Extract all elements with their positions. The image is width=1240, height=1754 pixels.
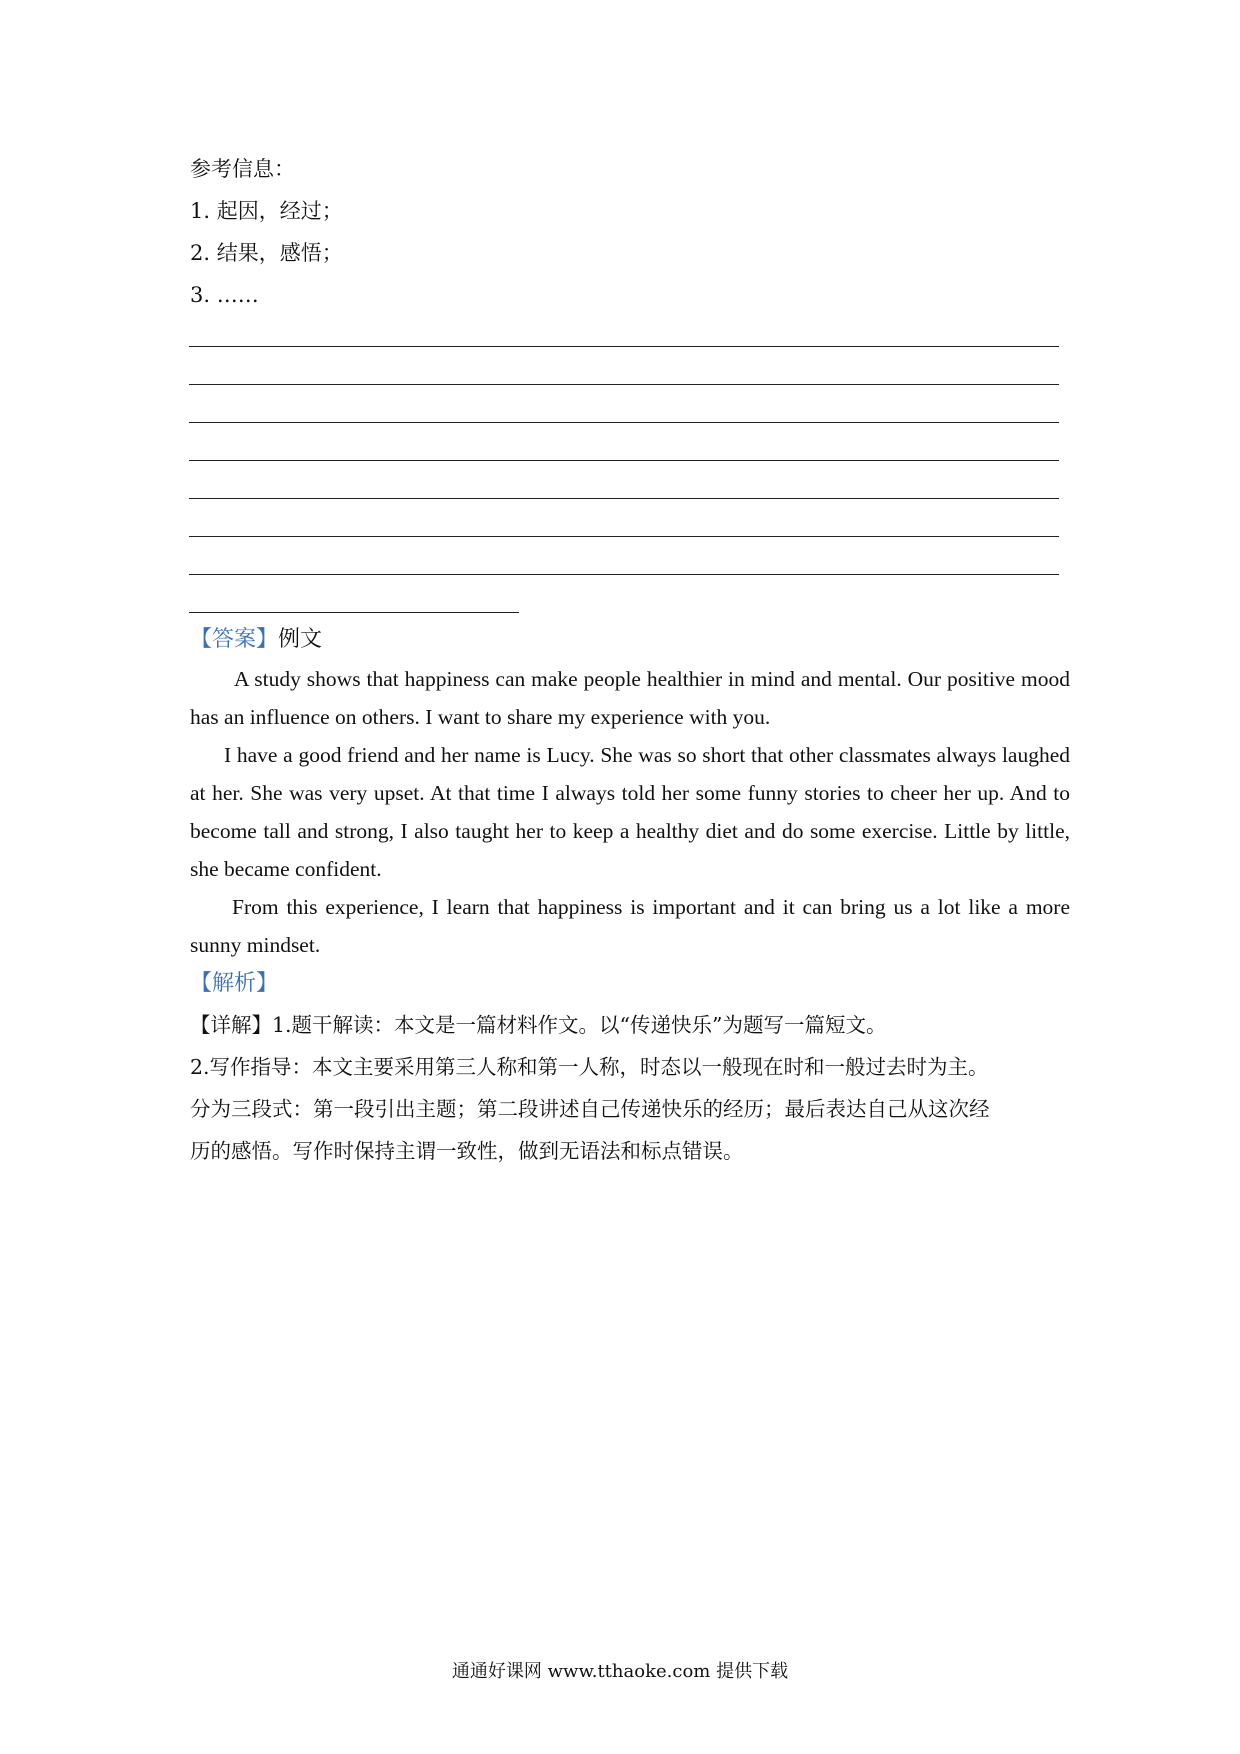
essay-paragraph: From this experience, I learn that happiness is important and it can bring us a lot like a more sunny mindset. (190, 895, 1070, 957)
answer-label-suffix: 例文 (278, 627, 323, 652)
reference-info (190, 148, 343, 316)
reference-item: 2. 结果，感悟； (190, 241, 343, 265)
answer-heading (190, 620, 1070, 660)
analysis-line: 2.写作指导：本文主要采用第三人称和第一人称，时态以一般现在时和一般过去时为主。 (190, 1055, 989, 1079)
writing-line (189, 346, 1059, 347)
answer-label: 【答案】 (190, 627, 279, 652)
writing-line (189, 460, 1059, 461)
essay-paragraph: I have a good friend and her name is Lucy. She was so short that other classmates always laughed at her. She was very upset. At that time I always told her some funny stories to cheer her up. And to become tall and strong, I also taught her to keep a healthy diet and do some exercise. Little by little, she became confident. (190, 743, 1070, 881)
analysis-line (190, 1004, 1070, 1046)
writing-line (189, 574, 1059, 575)
analysis-text: 1.题干解读：本文是一篇材料作文。以“传递快乐”为题写一篇短文。 (272, 1013, 887, 1037)
writing-line (189, 498, 1059, 499)
writing-line (189, 384, 1059, 385)
essay-paragraph: A study shows that happiness can make people healthier in mind and mental. Our positive mood has an influence on others. I want to share my experience with you. (190, 667, 1070, 729)
answer-section (190, 620, 1070, 1172)
reference-item: 1. 起因，经过； (190, 199, 343, 223)
reference-title: 参考信息： (190, 157, 295, 181)
page-footer: 通通好课网 www.tthaoke.com 提供下载 (451, 1661, 789, 1682)
detail-label: 【详解】 (190, 1013, 272, 1037)
analysis-line: 历的感悟。写作时保持主谓一致性，做到无语法和标点错误。 (190, 1139, 744, 1163)
writing-line-short (189, 612, 519, 613)
reference-item: 3. …… (190, 283, 259, 307)
analysis-line: 分为三段式：第一段引出主题；第二段讲述自己传递快乐的经历；最后表达自己从这次经 (190, 1097, 990, 1121)
writing-line (189, 536, 1059, 537)
writing-line (189, 422, 1059, 423)
analysis-label: 【解析】 (190, 971, 279, 996)
writing-lines (189, 346, 1059, 612)
